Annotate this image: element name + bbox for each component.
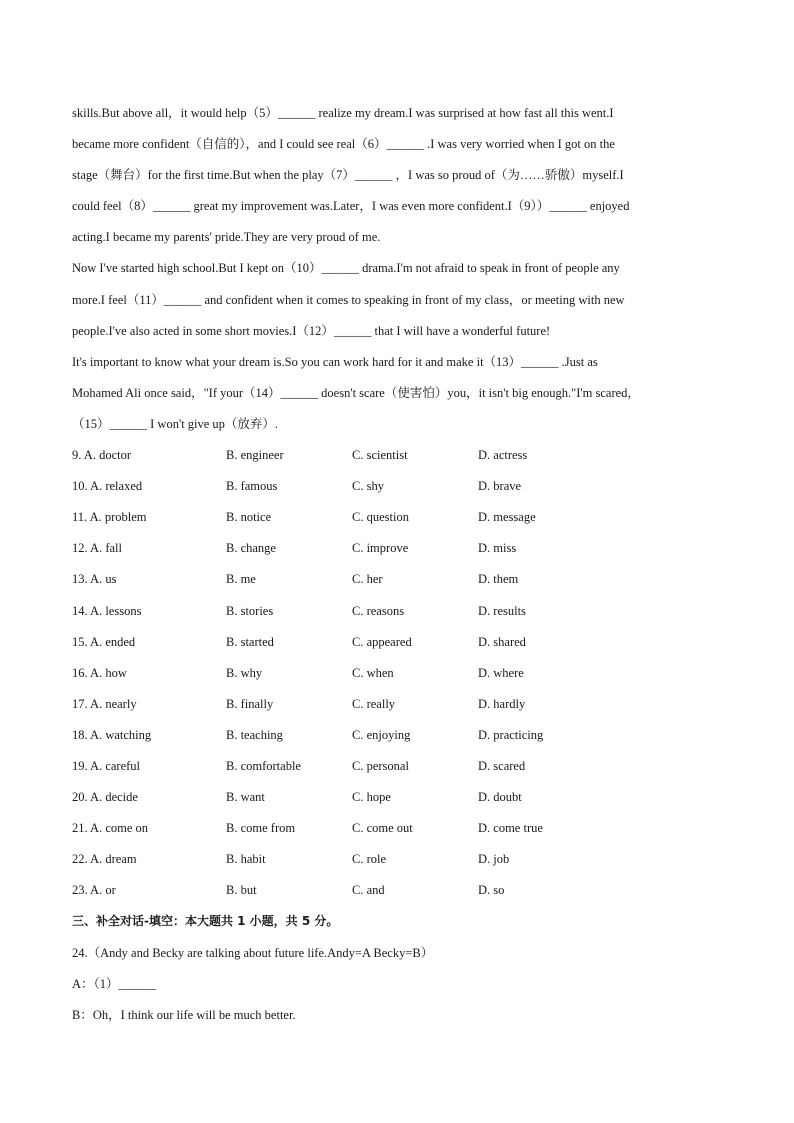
option-c: C. really — [352, 696, 396, 711]
option-d: D. doubt — [478, 790, 522, 805]
option-b: B. change — [226, 541, 276, 556]
option-c: C. her — [352, 572, 383, 587]
option-d: D. brave — [478, 479, 522, 494]
option-d: D. scared — [478, 758, 526, 773]
option-a: 17. A. nearly — [72, 696, 137, 711]
answer-options — [72, 440, 722, 906]
option-a: 16. A. how — [72, 665, 127, 680]
dialogue-line-b: B：Oh，I think our life will be much better. — [72, 1007, 296, 1022]
question-row — [72, 689, 722, 720]
option-c: C. role — [352, 852, 387, 867]
passage-line: could feel（8）______ great my improvement was.Later，I was even more confident.I（9））______ enjoyed — [72, 199, 630, 214]
option-a: 18. A. watching — [72, 727, 152, 742]
passage-line: It's important to know what your dream is.So you can work hard for it and make it（13）______ .Just as — [72, 354, 598, 369]
option-a: 11. A. problem — [72, 510, 147, 525]
question-row — [72, 440, 722, 471]
option-d: D. results — [478, 603, 526, 618]
option-b: B. want — [226, 790, 265, 805]
question-row — [72, 658, 722, 689]
question-row — [72, 471, 722, 502]
passage-line: acting.I became my parents' pride.They are very proud of me. — [72, 230, 381, 245]
option-b: B. me — [226, 572, 256, 587]
option-d: D. actress — [478, 448, 528, 463]
option-a: 15. A. ended — [72, 634, 136, 649]
question-row — [72, 502, 722, 533]
dialogue-section — [72, 906, 722, 1030]
option-b: B. started — [226, 634, 274, 649]
passage-line: skills.But above all，it would help（5）______ realize my dream.I was surprised at how fast all this went.I — [72, 106, 614, 120]
option-b: B. why — [226, 665, 263, 680]
option-a: 14. A. lessons — [72, 603, 142, 618]
option-b: B. but — [226, 883, 257, 898]
question-row — [72, 875, 722, 906]
passage-line: Mohamed Ali once said，"If your（14）______ doesn't scare（使害怕）you，it isn't big enough."I'm scared， — [72, 385, 640, 400]
option-c: C. reasons — [352, 603, 405, 618]
question-row — [72, 564, 722, 595]
option-b: B. teaching — [226, 727, 283, 742]
option-a: 20. A. decide — [72, 790, 138, 805]
question-row — [72, 813, 722, 844]
option-b: B. comfortable — [226, 758, 301, 773]
option-a: 19. A. careful — [72, 758, 141, 773]
document-page — [72, 98, 722, 1031]
option-c: C. improve — [352, 541, 409, 556]
option-b: B. stories — [226, 603, 274, 618]
option-c: C. come out — [352, 821, 413, 836]
option-b: B. engineer — [226, 448, 284, 463]
option-a: 23. A. or — [72, 883, 116, 898]
passage-line: more.I feel（11）______ and confident when it comes to speaking in front of my class，or meeting with new — [72, 292, 625, 307]
question-24-intro: 24.（Andy and Becky are talking about future life.Andy=A Becky=B） — [72, 945, 434, 960]
option-d: D. come true — [478, 821, 543, 836]
question-row — [72, 627, 722, 658]
option-c: C. appeared — [352, 634, 412, 649]
option-b: B. famous — [226, 479, 278, 494]
option-c: C. personal — [352, 758, 409, 773]
option-a: 13. A. us — [72, 572, 117, 587]
question-row — [72, 533, 722, 564]
option-d: D. job — [478, 852, 510, 867]
option-b: B. habit — [226, 852, 266, 867]
passage-line: （15）______ I won't give up（放弃）. — [72, 416, 279, 431]
option-a: 21. A. come on — [72, 821, 149, 836]
option-c: C. enjoying — [352, 727, 411, 742]
option-d: D. where — [478, 665, 524, 680]
option-b: B. finally — [226, 696, 274, 711]
passage-line: stage（舞台）for the first time.But when the play（7）______ ，I was so proud of（为……骄傲）myself.I — [72, 168, 624, 183]
option-d: D. practicing — [478, 727, 544, 742]
passage-line: became more confident（自信的），and I could see real（6）______ .I was very worried when I got on the — [72, 137, 615, 152]
option-c: C. shy — [352, 479, 384, 494]
option-a: 10. A. relaxed — [72, 479, 143, 494]
option-c: C. hope — [352, 790, 391, 805]
option-c: C. when — [352, 665, 394, 680]
section-heading: 三、补全对话-填空：本大题共 1 小题，共 5 分。 — [72, 914, 339, 929]
question-row — [72, 596, 722, 627]
option-a: 22. A. dream — [72, 852, 137, 867]
option-a: 9. A. doctor — [72, 448, 132, 463]
option-c: C. scientist — [352, 448, 408, 463]
reading-passage — [72, 98, 722, 440]
option-d: D. shared — [478, 634, 526, 649]
option-d: D. hardly — [478, 696, 526, 711]
option-c: C. question — [352, 510, 409, 525]
option-b: B. notice — [226, 510, 272, 525]
question-row — [72, 751, 722, 782]
passage-line: people.I've also acted in some short movies.I（12）______ that I will have a wonderful future! — [72, 323, 551, 338]
question-row — [72, 720, 722, 751]
passage-line: Now I've started high school.But I kept on（10）______ drama.I'm not afraid to speak in front of people any — [72, 261, 620, 276]
option-d: D. so — [478, 883, 505, 898]
option-d: D. miss — [478, 541, 517, 556]
option-d: D. message — [478, 510, 536, 525]
dialogue-line-a: A：（1）______ — [72, 976, 157, 991]
option-a: 12. A. fall — [72, 541, 122, 556]
question-row — [72, 782, 722, 813]
option-c: C. and — [352, 883, 385, 898]
option-b: B. come from — [226, 821, 296, 836]
option-d: D. them — [478, 572, 519, 587]
question-row — [72, 844, 722, 875]
